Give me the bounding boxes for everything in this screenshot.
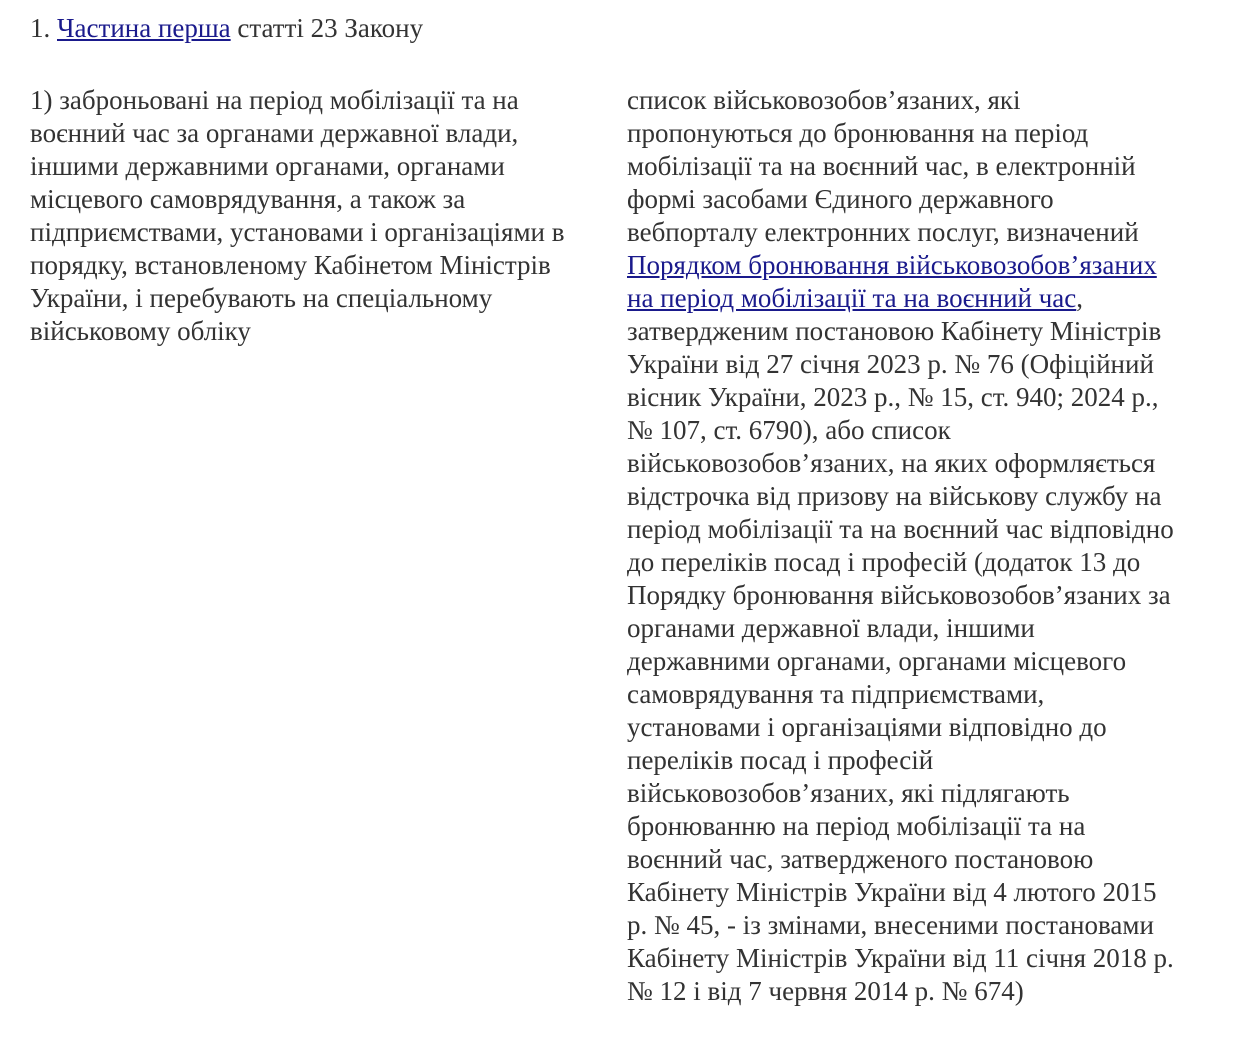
left-line: підприємствами, установами і організаціями в [30, 217, 565, 247]
right-line: установами і організаціями відповідно до [627, 712, 1107, 742]
left-column [30, 84, 610, 348]
reservation-procedure-link[interactable]: Порядком бронювання військовозобов’язаних [627, 250, 1157, 280]
right-line: Порядку бронювання військовозобов’язаних за [627, 580, 1171, 610]
right-line: період мобілізації та на воєнний час відповідно [627, 514, 1174, 544]
right-line: затвердженим постановою Кабінету Міністрів [627, 316, 1162, 346]
right-line: військовозобов’язаних, які підлягають [627, 778, 1070, 808]
right-line: список військовозобов’язаних, які [627, 85, 1021, 115]
left-line: 1) заброньовані на період мобілізації та на [30, 85, 519, 115]
right-line: Кабінету Міністрів України від 4 лютого 2015 [627, 877, 1157, 907]
left-line: порядку, встановленому Кабінетом Міністрів [30, 250, 551, 280]
right-line: самоврядування та підприємствами, [627, 679, 1045, 709]
right-line: відстрочка від призову на військову службу на [627, 481, 1162, 511]
right-line: воєнний час, затвердженого постановою [627, 844, 1094, 874]
right-line: до переліків посад і професій (додаток 13 до [627, 547, 1141, 577]
right-column [627, 84, 1222, 1008]
heading-rest: статті 23 Закону [237, 13, 424, 43]
right-line: Кабінету Міністрів України від 11 січня 2018 р. [627, 943, 1174, 973]
right-line: мобілізації та на воєнний час, в електронній [627, 151, 1136, 181]
reservation-procedure-link-line [627, 282, 1222, 315]
left-line: воєнний час за органами державної влади, [30, 118, 519, 148]
right-line: органами державної влади, іншими [627, 613, 1035, 643]
heading-number: 1. [30, 13, 51, 43]
right-line: вебпорталу електронних послуг, визначений [627, 217, 1139, 247]
left-line: іншими державними органами, органами [30, 151, 505, 181]
right-line: військовозобов’язаних, на яких оформляється [627, 448, 1156, 478]
section-heading [30, 12, 423, 45]
right-line: переліків посад і професій [627, 745, 934, 775]
right-line: України від 27 січня 2023 р. № 76 (Офіційний [627, 349, 1154, 379]
reservation-procedure-link-line [627, 249, 1222, 282]
reservation-procedure-link-continued[interactable]: на період мобілізації та на воєнний час [627, 283, 1077, 313]
right-line: № 12 і від 7 червня 2014 р. № 674) [627, 976, 1024, 1006]
heading-link[interactable]: Частина перша [57, 13, 231, 43]
right-line: р. № 45, - із змінами, внесеними постановами [627, 910, 1154, 940]
right-line: формі засобами Єдиного державного [627, 184, 1054, 214]
right-line: бронюванню на період мобілізації та на [627, 811, 1086, 841]
right-line: № 107, ст. 6790), або список [627, 415, 951, 445]
right-line: вісник України, 2023 р., № 15, ст. 940; 2024 р., [627, 382, 1159, 412]
left-line: військовому обліку [30, 316, 251, 346]
left-line: України, і перебувають на спеціальному [30, 283, 493, 313]
right-line: пропонуються до бронювання на період [627, 118, 1089, 148]
link-trailing-comma: , [1076, 283, 1084, 313]
left-line: місцевого самоврядування, а також за [30, 184, 466, 214]
right-line: державними органами, органами місцевого [627, 646, 1127, 676]
